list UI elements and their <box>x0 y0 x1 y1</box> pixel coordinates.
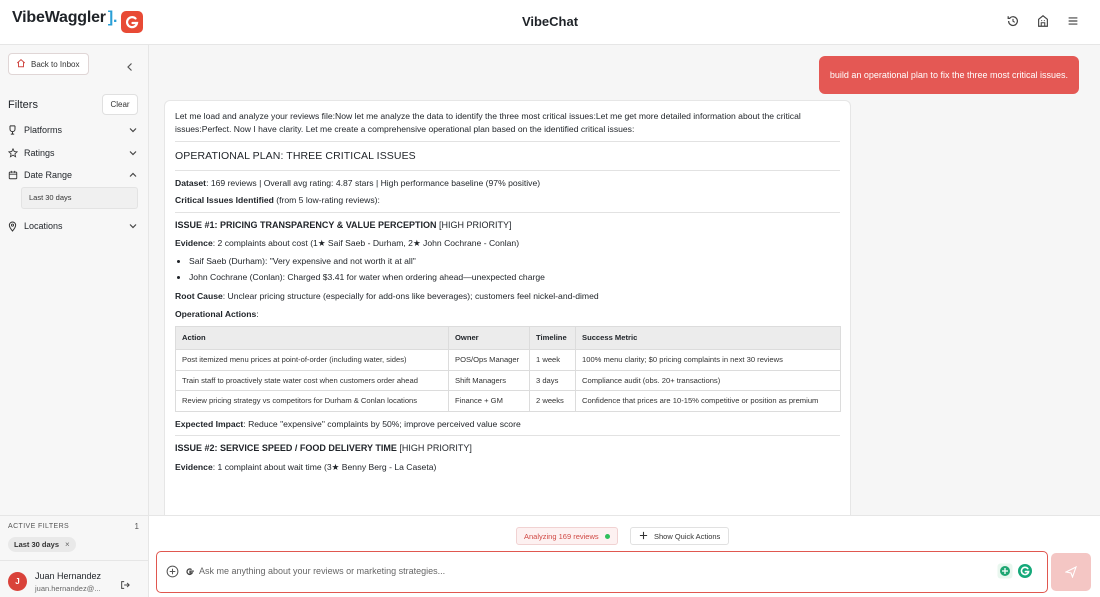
active-filter-chip-label: Last 30 days <box>14 540 60 549</box>
impact-text: : Reduce "expensive" complaints by 50%; improve perceived value score <box>243 419 521 430</box>
table-cell: 3 days <box>530 370 576 391</box>
issue2-priority: [HIGH PRIORITY] <box>396 443 472 454</box>
divider <box>175 212 840 213</box>
filter-date-range[interactable] <box>8 167 138 183</box>
active-filters-count: 1 <box>134 522 139 531</box>
critical-line <box>175 194 840 207</box>
filter-locations[interactable] <box>8 218 138 234</box>
logo-bracket: ]. <box>107 9 118 26</box>
active-filter-chip[interactable] <box>8 537 76 552</box>
user-email: juan.hernandez@... <box>35 584 101 593</box>
divider <box>175 435 840 436</box>
filter-label: Date Range <box>24 170 73 180</box>
ops-label: Operational Actions <box>175 308 257 319</box>
dataset-label: Dataset <box>175 177 207 188</box>
table-cell: 2 weeks <box>530 391 576 412</box>
table-cell: Confidence that prices are 10-15% competitive or position as premium <box>576 391 841 412</box>
remove-filter-icon[interactable]: × <box>65 540 70 549</box>
issue2-title-text: ISSUE #2: SERVICE SPEED / FOOD DELIVERY TIME <box>175 443 397 454</box>
quick-actions-label: Show Quick Actions <box>654 531 721 541</box>
active-filters-panel <box>0 515 149 559</box>
chevron-down-icon <box>129 125 137 135</box>
issue1-title-text: ISSUE #1: PRICING TRANSPARENCY & VALUE PERCEPTION <box>175 219 437 230</box>
expected-impact <box>175 418 840 431</box>
evidence-text: : 2 complaints about cost (1★ Saif Saeb - Durham, 2★ John Cochrane - Conlan) <box>212 238 520 249</box>
top-header <box>0 0 1100 45</box>
message-input-box[interactable] <box>156 551 1048 593</box>
collapse-sidebar-icon[interactable] <box>126 59 134 77</box>
issue1-priority: [HIGH PRIORITY] <box>436 219 512 230</box>
star-icon <box>8 148 19 158</box>
chevron-down-icon <box>129 148 137 158</box>
table-row <box>176 370 841 391</box>
list-item: • John Cochrane (Conlan): Charged $3.41 for water when ordering ahead—unexpected charge <box>189 271 840 284</box>
plan-title: OPERATIONAL PLAN: THREE CRITICAL ISSUES <box>175 149 416 162</box>
analysis-status-badge <box>516 527 618 545</box>
table-row <box>176 391 841 412</box>
column-header: Owner <box>449 327 530 350</box>
filter-label: Platforms <box>24 125 63 135</box>
table-cell: Shift Managers <box>449 370 530 391</box>
filter-platforms[interactable] <box>8 122 138 138</box>
chevron-up-icon <box>129 170 137 180</box>
filter-label: Ratings <box>24 148 55 158</box>
root-cause-label: Root Cause <box>175 291 223 302</box>
divider <box>175 141 840 142</box>
operational-actions-table <box>175 326 841 412</box>
evidence-list <box>175 255 840 285</box>
root-cause-text: : Unclear pricing structure (especially for add-ons like beverages); customers feel nickel-and-dimed <box>222 291 599 302</box>
assistant-extension-icon[interactable] <box>997 563 1013 584</box>
sidebar <box>0 45 149 597</box>
list-item: • Saif Saeb (Durham): "Very expensive and not worth it at all" <box>189 255 840 268</box>
evidence-label: Evidence <box>175 238 213 249</box>
filters-title: Filters <box>8 99 38 111</box>
column-header: Timeline <box>530 327 576 350</box>
issue1-title <box>175 219 840 233</box>
issue2-evidence <box>175 461 840 474</box>
app-title: VibeChat <box>521 14 579 29</box>
dataset-text: : 169 reviews | Overall avg rating: 4.87 stars | High performance baseline (97% positive) <box>206 177 541 188</box>
filter-ratings[interactable] <box>8 145 138 161</box>
user-name: Juan Hernandez <box>35 571 102 581</box>
root-cause <box>175 290 840 303</box>
status-label: Analyzing 169 reviews <box>524 531 599 541</box>
column-header: Action <box>176 327 449 350</box>
table-cell: Compliance audit (obs. 20+ transactions) <box>576 370 841 391</box>
critical-label: Critical Issues Identified <box>175 195 274 206</box>
google-icon[interactable] <box>184 565 196 583</box>
building-icon[interactable] <box>1036 14 1052 30</box>
pin-icon <box>8 221 19 232</box>
back-to-inbox-button[interactable] <box>8 53 89 75</box>
table-row <box>176 349 841 370</box>
chat-area <box>149 45 1100 515</box>
table-cell: 100% menu clarity; $0 pricing complaints in next 30 reviews <box>576 349 841 370</box>
active-filters-label: ACTIVE FILTERS <box>8 523 70 530</box>
logo-text: VibeWaggler <box>12 9 106 26</box>
calendar-icon <box>8 170 19 180</box>
divider <box>175 170 840 171</box>
table-cell: Train staff to proactively state water cost when customers order ahead <box>176 370 449 391</box>
table-cell: 1 week <box>530 349 576 370</box>
table-header-row <box>176 327 841 350</box>
extension-icons <box>997 563 1033 584</box>
critical-text: (from 5 low-rating reviews): <box>273 195 380 206</box>
show-quick-actions-button[interactable] <box>630 527 729 545</box>
history-icon[interactable] <box>1006 14 1022 30</box>
plus-icon <box>639 531 648 542</box>
dataset-line <box>175 177 840 190</box>
date-option-last-30-days[interactable]: Last 30 days <box>21 187 138 209</box>
table-cell: POS/Ops Manager <box>449 349 530 370</box>
logout-icon[interactable] <box>120 577 130 595</box>
message-input[interactable] <box>199 558 979 584</box>
filter-label: Locations <box>24 221 63 231</box>
grammarly-icon[interactable] <box>1017 563 1033 584</box>
composer-area <box>149 515 1100 597</box>
reply-intro: Let me load and analyze your reviews file:Now let me analyze the data to identify the three most critical issues:Let me get more detailed information about the critical issues:Perfect. Now I have clarity. Let me create a comprehensive operational plan based on the identified critical issues: <box>175 111 801 135</box>
clear-filters-button[interactable]: Clear <box>102 94 138 115</box>
assistant-reply <box>164 100 851 515</box>
impact-label: Expected Impact <box>175 419 244 430</box>
status-dot-icon <box>605 534 610 539</box>
add-attachment-icon[interactable] <box>166 565 179 583</box>
table-cell: Review pricing strategy vs competitors for Durham & Conlan locations <box>176 391 449 412</box>
ops-colon: : <box>256 308 259 319</box>
evidence-text: : 1 complaint about wait time (3★ Benny Berg - La Caseta) <box>212 462 437 473</box>
menu-icon[interactable] <box>1066 14 1082 30</box>
table-cell: Finance + GM <box>449 391 530 412</box>
table-cell: Post itemized menu prices at point-of-order (including water, sides) <box>176 349 449 370</box>
issue2-title <box>175 442 840 456</box>
avatar[interactable]: J <box>8 572 27 591</box>
evidence-label: Evidence <box>175 462 213 473</box>
funnel-icon <box>8 125 19 135</box>
inbox-home-icon <box>16 58 26 70</box>
user-profile <box>0 560 149 597</box>
operational-actions-heading <box>175 308 840 321</box>
send-button[interactable] <box>1051 553 1091 591</box>
column-header: Success Metric <box>576 327 841 350</box>
user-message: build an operational plan to fix the three most critical issues. <box>819 56 1079 94</box>
chevron-down-icon <box>129 221 137 231</box>
issue1-evidence <box>175 237 840 250</box>
back-label: Back to Inbox <box>31 59 80 69</box>
